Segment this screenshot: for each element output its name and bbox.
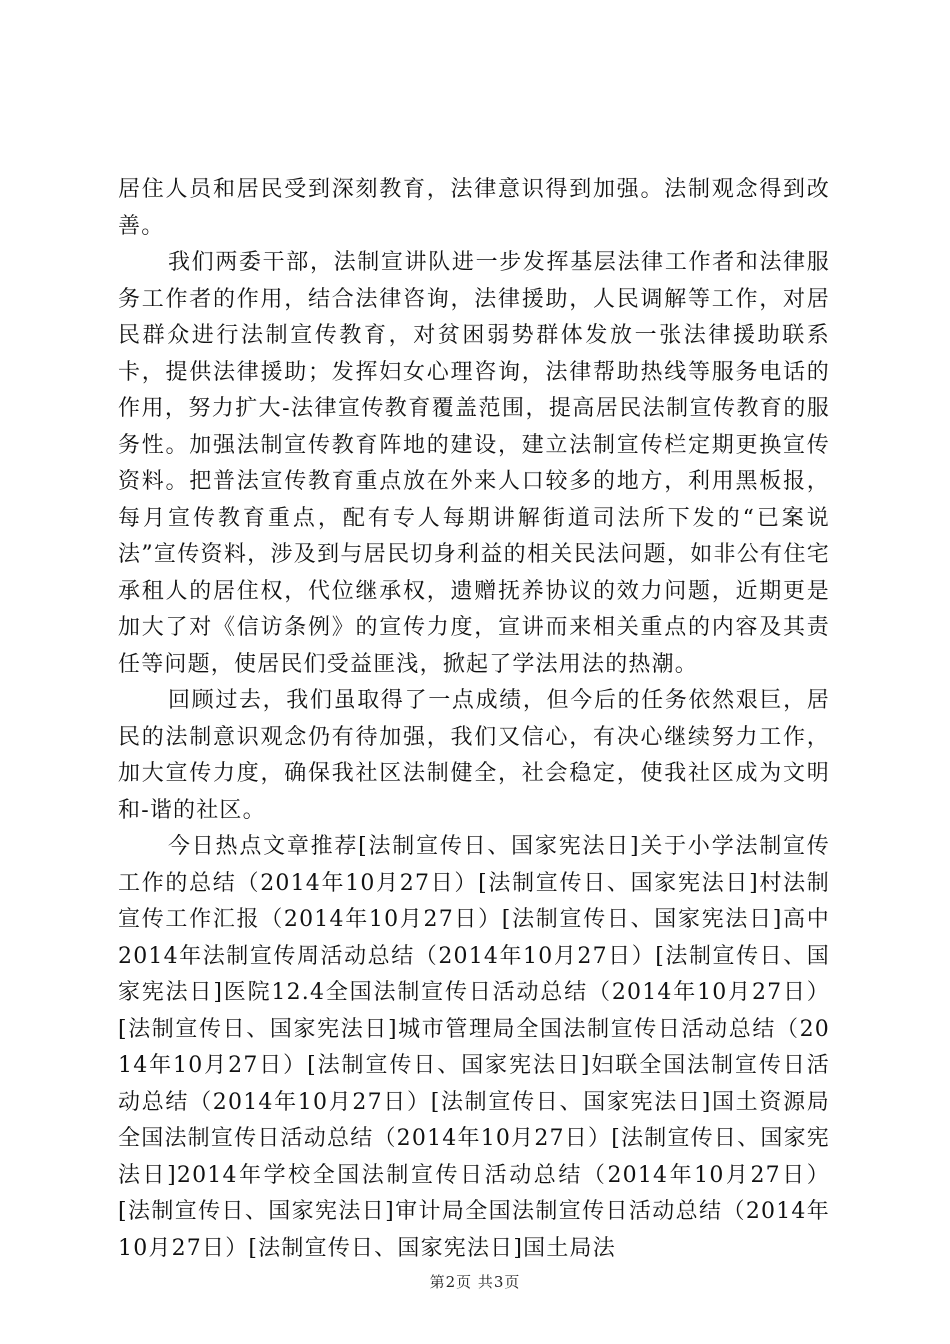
document-body [118,172,830,1267]
page-number-footer: 第2页 共3页 [429,1273,521,1291]
paragraph-review: 回顾过去，我们虽取得了一点成绩，但今后的任务依然艰巨，居民的法制意识观念仍有待加强，我们又信心，有决心继续努力工作，加大宣传力度，确保我社区法制健全，社会稳定，使我社区成为文明和-谐的社区。 [118,688,830,823]
paragraph-recommendations: 今日热点文章推荐[法制宣传日、国家宪法日]关于小学法制宣传工作的总结（2014年10月27日）[法制宣传日、国家宪法日]村法制宣传工作汇报（2014年10月27日）[法制宣传日、国家宪法日]高中2014年法制宣传周活动总结（2014年10月27日）[法制宣传日、国家宪法日]医院12.4全国法制宣传日活动总结（2014年10月27日）[法制宣传日、国家宪法日]城市管理局全国法制宣传日活动总结（2014年10月27日）[法制宣传日、国家宪法日]妇联全国法制宣传日活动总结（2014年10月27日）[法制宣传日、国家宪法日]国土资源局全国法制宣传日活动总结（2014年10月27日）[法制宣传日、国家宪法日]2014年学校全国法制宣传日活动总结（2014年10月27日）[法制宣传日、国家宪法日]审计局全国法制宣传日活动总结（2014年10月27日）[法制宣传日、国家宪法日]国土局法 [118,834,830,1261]
paragraph-work-measures: 我们两委干部，法制宣讲队进一步发挥基层法律工作者和法律服务工作者的作用，结合法律咨询，法律援助，人民调解等工作，对居民群众进行法制宣传教育，对贫困弱势群体发放一张法律援助联系卡，提供法律援助；发挥妇女心理咨询，法律帮助热线等服务电话的作用，努力扩大-法律宣传教育覆盖范围，提高居民法制宣传教育的服务性。加强法制宣传教育阵地的建设，建立法制宣传栏定期更换宣传资料。把普法宣传教育重点放在外来人口较多的地方，利用黑板报，每月宣传教育重点，配有专人每期讲解街道司法所下发的“已案说法”宣传资料，涉及到与居民切身利益的相关民法问题，如非公有住宅承租人的居住权，代位继承权，遗赠抚养协议的效力问题，近期更是加大了对《信访条例》的宣传力度，宣讲而来相关重点的内容及其责任等问题，使居民们受益匪浅，掀起了学法用法的热潮。 [118,250,830,677]
paragraph-continuation: 居住人员和居民受到深刻教育，法律意识得到加强。法制观念得到改善。 [118,177,830,239]
